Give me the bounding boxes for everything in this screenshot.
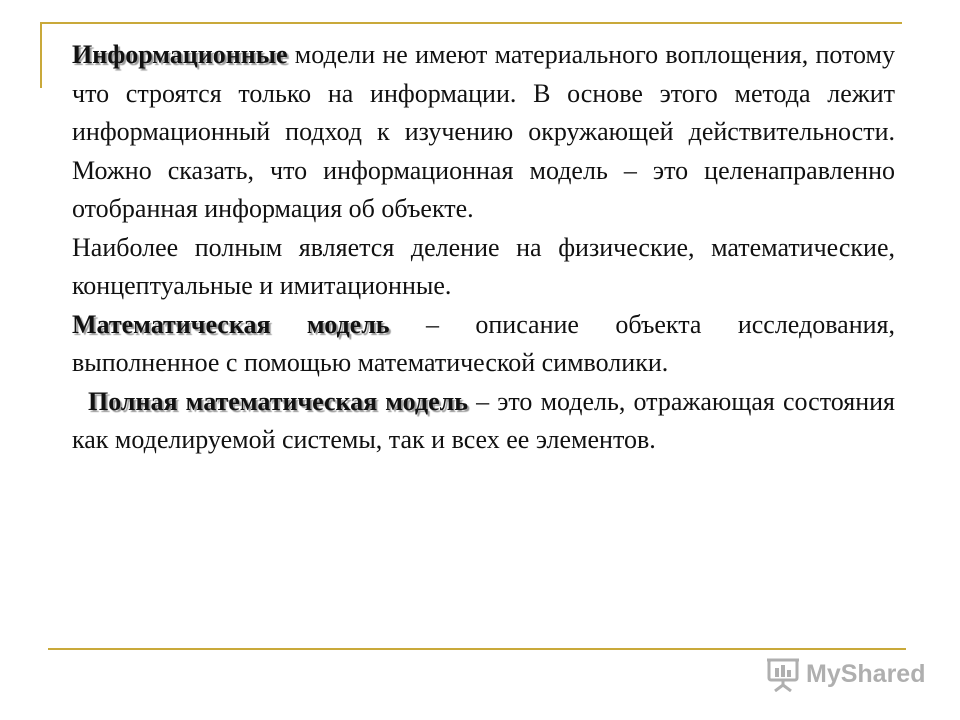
- paragraph-text: – это модель, отражающая состояния как моделируемой системы, так и всех ее элементов.: [72, 386, 895, 454]
- paragraph-text: модели не имеют материального воплощения, потому что строятся только на информации. В основе этого метода лежит информационный подход к изучению окружающей действительности. Можно сказать, что информационная модель – это целенаправленно отобранная информация об объекте.: [72, 40, 895, 223]
- paragraph-text: – описание объекта исследования, выполненное с помощью математической символики.: [72, 309, 895, 377]
- term-informational: Информационные: [72, 40, 288, 69]
- watermark: [766, 654, 925, 694]
- term-mathematical-model: Математическая модель: [72, 309, 390, 339]
- top-rule: [40, 22, 902, 24]
- bottom-rule: [48, 648, 906, 650]
- slide-body: [72, 36, 895, 460]
- paragraph-text: Наиболее полным является деление на физические, математические, концептуальные и имитационные.: [72, 232, 895, 300]
- paragraph-informational-models: [72, 36, 895, 229]
- paragraph-classification: [72, 229, 895, 306]
- left-rule: [40, 22, 42, 88]
- paragraph-full-mathematical-model: [72, 383, 895, 460]
- presentation-board-icon: [766, 656, 800, 692]
- term-full-mathematical-model: Полная математическая модель: [88, 386, 468, 416]
- paragraph-mathematical-model: [72, 306, 895, 383]
- watermark-text: MyShared: [806, 659, 926, 688]
